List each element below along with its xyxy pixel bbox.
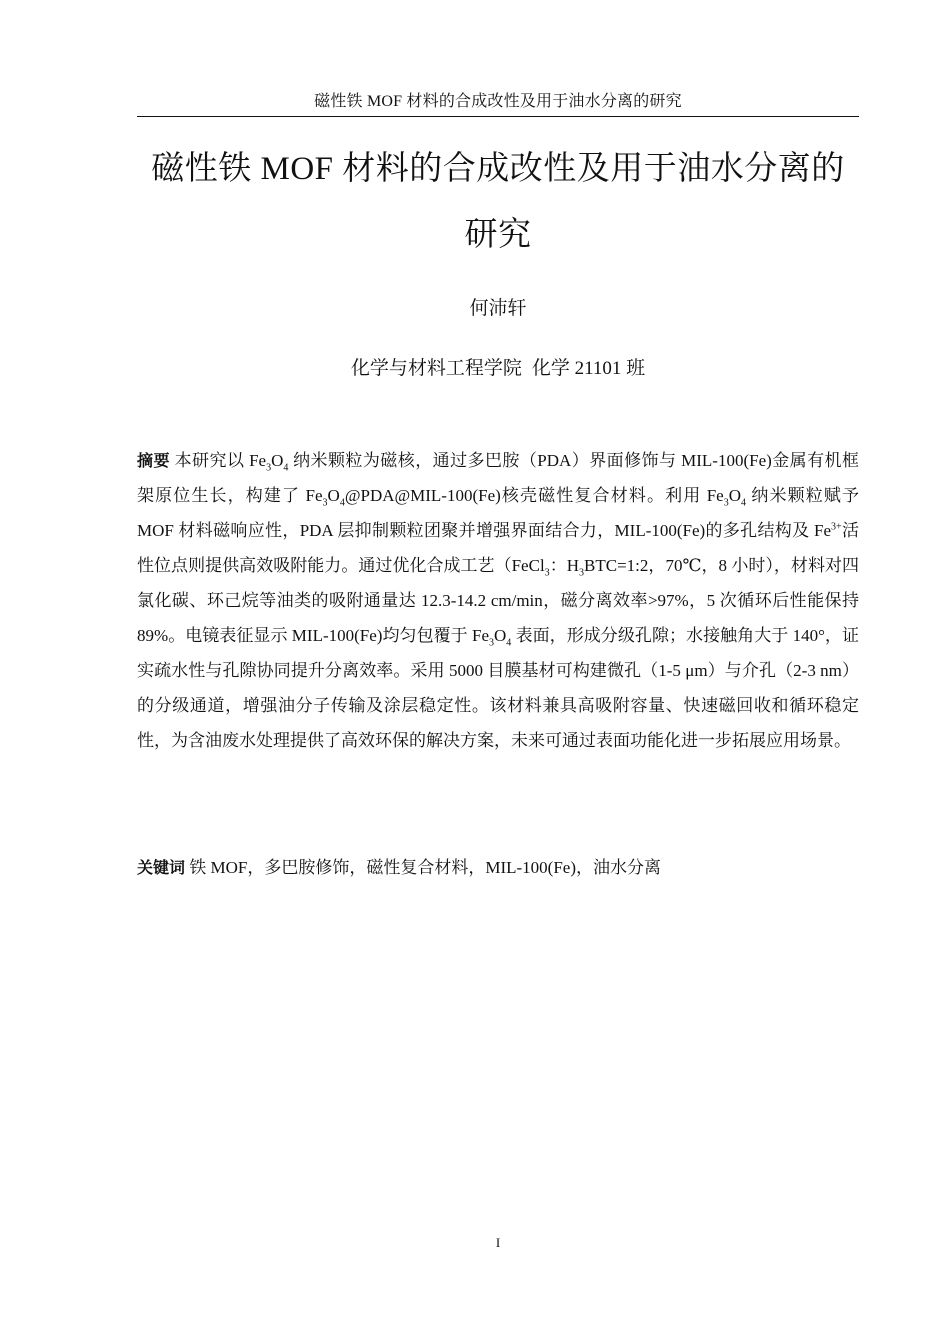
keywords-label: 关键词: [137, 858, 186, 877]
paper-title-line-2: 研究: [464, 217, 532, 253]
subscript: 4: [339, 497, 345, 509]
affiliation-class: 化学 21101 班: [531, 358, 646, 379]
affiliation-school: 化学与材料工程学院: [350, 358, 522, 379]
author-affiliation: [137, 356, 859, 382]
abstract-text: 纳米颗粒赋予 MOF 材料磁响应性，PDA 层抑制颗粒团聚并增强界面结合力，MIL-100(Fe)的多孔结构及 Fe: [137, 486, 860, 540]
keywords-paragraph: [137, 850, 859, 885]
running-header: 磁性铁 MOF 材料的合成改性及用于油水分离的研究: [314, 93, 682, 110]
abstract-text: O: [494, 626, 507, 645]
subscript: 3: [579, 567, 585, 579]
abstract-text: 表面，形成分级孔隙；水接触角大于 140°，证实疏水性与孔隙协同提升分离效率。采用 5000 目膜基材可构建微孔（1-5 μm）与介孔（2-3 nm）的分级通道，增强油分子传输及涂层稳定性。该材料兼具高吸附容量、快速磁回收和循环稳定性，为含油废水处理提供了高效环保的解决方案，未来可通过表面功能化进一步拓展应用场景。: [137, 626, 859, 750]
abstract-text: ：H: [549, 556, 580, 575]
subscript: 3: [322, 497, 328, 509]
subscript: 4: [741, 497, 746, 509]
abstract-text: 活性位点则提供高效吸附能力。通过优化合成工艺（FeCl: [137, 521, 860, 575]
author-name: 何沛轩: [469, 298, 527, 319]
abstract-paragraph: [137, 443, 859, 758]
abstract-text: BTC=1:2，70℃，8 小时），材料对四氯化碳、环己烷等油类的吸附通量达 12.3-14.2 cm/min，磁分离效率>97%，5 次循环后性能保持 89%。电镜表征显示 MIL-100(Fe)均匀包覆于 Fe: [137, 556, 860, 645]
abstract-text: @PDA@MIL-100(Fe)核壳磁性复合材料。利用 Fe: [344, 486, 724, 505]
abstract-text: O: [728, 486, 741, 505]
subscript: 3: [266, 462, 272, 474]
abstract-text: 本研究以 Fe: [169, 451, 267, 470]
keywords-text: 铁 MOF，多巴胺修饰，磁性复合材料，MIL-100(Fe)，油水分离: [185, 858, 662, 877]
subscript: 3: [544, 567, 550, 579]
abstract-text: O: [271, 451, 284, 470]
header-rule: [137, 116, 859, 117]
paper-title-line-1: 磁性铁 MOF 材料的合成改性及用于油水分离的: [151, 151, 845, 187]
paper-title: [120, 136, 876, 268]
superscript: 3+: [831, 521, 842, 533]
page-number: I: [495, 1235, 501, 1250]
subscript: 4: [283, 462, 289, 474]
subscript: 4: [506, 637, 512, 649]
abstract-text: 纳米颗粒为磁核，通过多巴胺（PDA）界面修饰与 MIL-100(Fe)金属有机框架原位生长，构建了 Fe: [137, 451, 860, 505]
subscript: 3: [489, 637, 495, 649]
abstract-text: O: [327, 486, 340, 505]
subscript: 3: [723, 497, 729, 509]
abstract-label: 摘要: [137, 451, 170, 470]
